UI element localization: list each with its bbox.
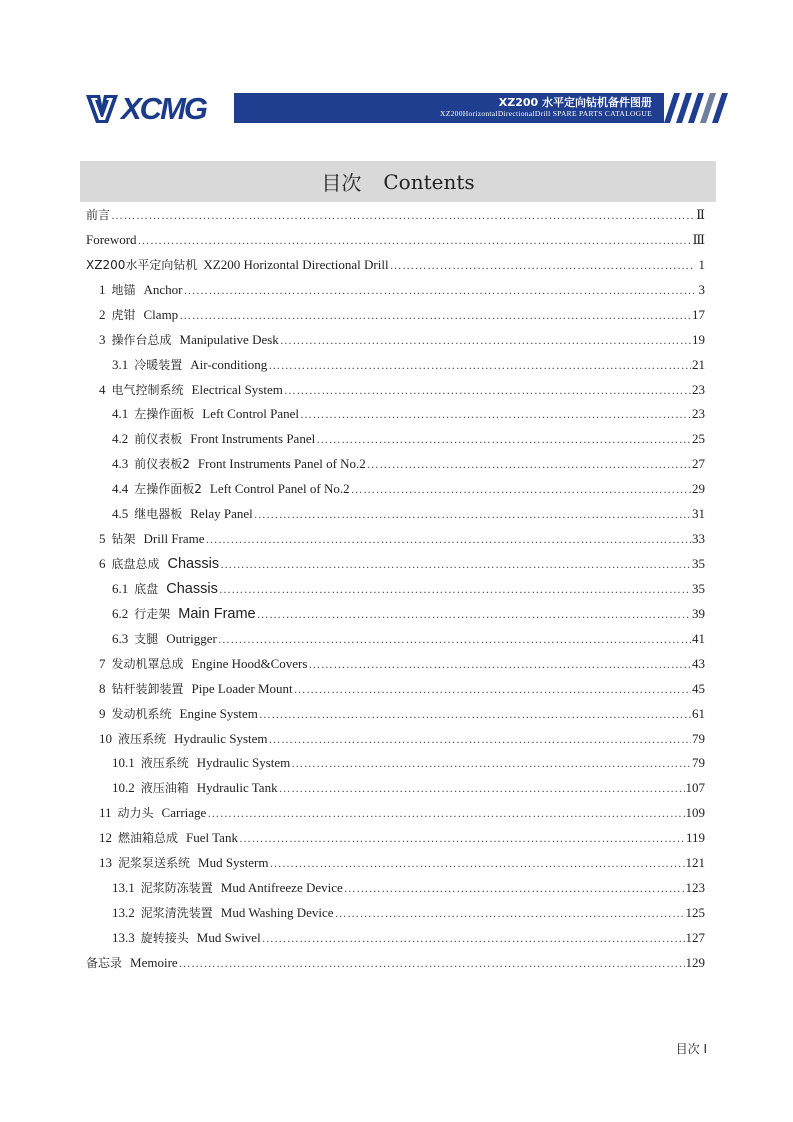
toc-leader-dots bbox=[219, 579, 691, 599]
toc-leader-dots bbox=[294, 679, 691, 699]
toc-leader-dots bbox=[280, 330, 691, 350]
toc-entry-number: 4 bbox=[99, 381, 106, 397]
toc-entry-title-en: Anchor bbox=[143, 281, 183, 297]
toc-page-number: 109 bbox=[685, 805, 705, 821]
toc-entry-title-cn: 动力头 bbox=[117, 806, 154, 821]
toc-entry[interactable] bbox=[0, 729, 793, 749]
toc-entry[interactable] bbox=[0, 479, 793, 499]
toc-leader-dots bbox=[206, 529, 691, 549]
toc-entry-title-en: XZ200 Horizontal Directional Drill bbox=[203, 256, 389, 272]
toc-entry-number: 9 bbox=[99, 705, 106, 721]
toc-leader-dots bbox=[207, 803, 684, 823]
toc-entry-title-en: Pipe Loader Mount bbox=[191, 680, 293, 696]
contents-title-en: Contents bbox=[383, 169, 475, 194]
banner-stripes-decoration bbox=[662, 93, 730, 123]
toc-entry-title-en: Electrical System bbox=[191, 381, 283, 397]
toc-entry[interactable] bbox=[0, 330, 793, 350]
toc-page-number: 121 bbox=[685, 855, 705, 871]
toc-entry[interactable] bbox=[0, 205, 793, 225]
toc-page-number: 25 bbox=[692, 431, 705, 447]
toc-page-number: 27 bbox=[692, 456, 705, 472]
toc-page-number: 23 bbox=[692, 381, 705, 397]
toc-entry-number: 3.1 bbox=[112, 356, 129, 372]
toc-entry-number: 10 bbox=[99, 730, 112, 746]
toc-entry-title-cn: 支腿 bbox=[134, 631, 159, 646]
toc-entry[interactable] bbox=[0, 878, 793, 898]
toc-entry[interactable] bbox=[0, 380, 793, 400]
xcmg-emblem-icon bbox=[86, 95, 118, 123]
toc-entry[interactable] bbox=[0, 255, 793, 275]
toc-entry-title-cn: 操作台总成 bbox=[111, 332, 172, 347]
toc-leader-dots bbox=[284, 380, 691, 400]
toc-page-number: 29 bbox=[692, 481, 705, 497]
toc-entry-title-en: Mud Swivel bbox=[196, 929, 261, 945]
toc-entry-title-en: Air-conditiong bbox=[190, 356, 268, 372]
toc-entry-number: 7 bbox=[99, 655, 106, 671]
toc-page-number: 79 bbox=[692, 730, 705, 746]
toc-entry-title-cn: 冷暖装置 bbox=[134, 357, 183, 372]
toc-leader-dots bbox=[239, 828, 685, 848]
toc-page-number: 123 bbox=[685, 880, 705, 896]
toc-entry-title-cn: 液压系统 bbox=[118, 731, 167, 746]
toc-entry[interactable] bbox=[0, 604, 793, 624]
toc-entry-title-cn: 燃油箱总成 bbox=[118, 831, 179, 846]
toc-entry[interactable] bbox=[0, 230, 793, 250]
toc-leader-dots bbox=[220, 554, 691, 574]
toc-entry-title-en: Outrigger bbox=[166, 630, 217, 646]
toc-page-number: 39 bbox=[692, 605, 705, 621]
toc-entry-number: 12 bbox=[99, 830, 112, 846]
toc-entry-number: 4.3 bbox=[112, 456, 129, 472]
toc-leader-dots bbox=[344, 878, 685, 898]
toc-page-number: 79 bbox=[692, 755, 705, 771]
toc-entry-number: 3 bbox=[99, 331, 106, 347]
toc-entry-title-en: Memoire bbox=[130, 954, 178, 970]
toc-entry-title-en: Chassis bbox=[166, 580, 218, 597]
toc-entry-title-en: Fuel Tank bbox=[186, 830, 238, 846]
toc-page-number: 127 bbox=[685, 929, 705, 945]
contents-title bbox=[80, 161, 716, 202]
toc-leader-dots bbox=[390, 255, 694, 275]
toc-entry-title-cn: 泥浆泵送系统 bbox=[118, 856, 191, 871]
toc-entry[interactable] bbox=[0, 654, 793, 674]
toc-leader-dots bbox=[179, 953, 685, 973]
toc-leader-dots bbox=[316, 429, 691, 449]
toc-entry-title-en: Left Control Panel bbox=[202, 406, 300, 422]
toc-entry-title-cn: 发动机罩总成 bbox=[111, 656, 184, 671]
toc-entry-title-en: Mud Antifreeze Device bbox=[220, 880, 343, 896]
toc-entry[interactable] bbox=[0, 928, 793, 948]
toc-entry-title-en: Hydraulic System bbox=[174, 730, 268, 746]
toc-page-number: 23 bbox=[692, 406, 705, 422]
toc-page-number: 61 bbox=[692, 705, 705, 721]
toc-entry-title-en: Mud Washing Device bbox=[220, 905, 334, 921]
toc-entry-title-cn: 旋转接头 bbox=[140, 930, 189, 945]
toc-entry-title-cn: 液压油箱 bbox=[140, 781, 189, 796]
toc-entry-title-cn: 行走架 bbox=[134, 606, 171, 621]
toc-entry[interactable] bbox=[0, 704, 793, 724]
xcmg-logo bbox=[86, 91, 206, 126]
catalogue-title-cn: XZ200 水平定向钻机备件图册 bbox=[498, 96, 652, 109]
toc-entry-number: 4.4 bbox=[112, 481, 129, 497]
toc-entry[interactable] bbox=[0, 529, 793, 549]
toc-entry-title-cn: 前仪表板2 bbox=[134, 457, 190, 472]
toc-entry-title-en: Manipulative Desk bbox=[179, 331, 279, 347]
toc-page-number: Ⅲ bbox=[692, 231, 705, 247]
toc-entry[interactable] bbox=[0, 554, 793, 574]
toc-page-number: 125 bbox=[685, 905, 705, 921]
toc-entry-number: 2 bbox=[99, 306, 106, 322]
toc-page-number: 3 bbox=[698, 281, 705, 297]
toc-entry-number: 6.3 bbox=[112, 630, 129, 646]
toc-entry-title-en: Engine System bbox=[179, 705, 258, 721]
toc-entry-title-en: Drill Frame bbox=[143, 531, 205, 547]
toc-entry[interactable] bbox=[0, 778, 793, 798]
toc-leader-dots bbox=[262, 928, 685, 948]
toc-entry-title-en: Hydraulic System bbox=[196, 755, 291, 771]
toc-entry-title-en: Chassis bbox=[167, 556, 220, 573]
toc-leader-dots bbox=[300, 404, 691, 424]
toc-entry[interactable] bbox=[0, 953, 793, 973]
toc-entry-number: 5 bbox=[99, 531, 106, 547]
toc-entry-title-cn: 左操作面板2 bbox=[134, 482, 202, 497]
toc-leader-dots bbox=[351, 479, 691, 499]
toc-entry-title-en: Mud Systerm bbox=[198, 855, 269, 871]
toc-page-number: 33 bbox=[692, 531, 705, 547]
toc-leader-dots bbox=[308, 654, 691, 674]
toc-entry-title-cn: 左操作面板 bbox=[134, 407, 195, 422]
toc-entry-number: 6.2 bbox=[112, 605, 129, 621]
toc-leader-dots bbox=[269, 729, 691, 749]
toc-entry-title-en: Carriage bbox=[161, 805, 207, 821]
toc-page-number: 35 bbox=[692, 580, 705, 596]
toc-entry-title-en: Front Instruments Panel bbox=[190, 431, 316, 447]
toc-entry[interactable] bbox=[0, 280, 793, 300]
toc-leader-dots bbox=[254, 504, 691, 524]
toc-entry-title-en: Engine Hood&Covers bbox=[191, 655, 308, 671]
toc-entry-number: 11 bbox=[99, 805, 112, 821]
toc-page-number: 1 bbox=[698, 256, 705, 272]
toc-page-number: Ⅱ bbox=[696, 207, 705, 222]
toc-page-number: 19 bbox=[692, 331, 705, 347]
toc-entry-title-cn: 继电器板 bbox=[134, 507, 183, 522]
toc-leader-dots bbox=[218, 629, 691, 649]
toc-entry[interactable] bbox=[0, 803, 793, 823]
toc-page-number: 129 bbox=[685, 954, 705, 970]
toc-page-number: 31 bbox=[692, 506, 705, 522]
page-footer: 目次 I bbox=[675, 1042, 707, 1056]
toc-entry-number: 10.1 bbox=[112, 755, 135, 771]
toc-entry-title-cn: 钻架 bbox=[111, 532, 136, 547]
toc-entry-title-en: Relay Panel bbox=[190, 506, 253, 522]
toc-entry-number: 4.2 bbox=[112, 431, 129, 447]
toc-leader-dots bbox=[257, 604, 691, 624]
toc-leader-dots bbox=[111, 205, 694, 225]
toc-entry-title-cn: 泥浆清洗装置 bbox=[140, 906, 213, 921]
toc-entry[interactable] bbox=[0, 903, 793, 923]
toc-entry[interactable] bbox=[0, 679, 793, 699]
toc-page-number: 41 bbox=[692, 630, 705, 646]
toc-entry-title-cn: 地锚 bbox=[111, 282, 136, 297]
catalogue-title-en: XZ200HorizontalDirectionalDrill SPARE PARTS CATALOGUE bbox=[440, 109, 652, 118]
toc-leader-dots bbox=[184, 280, 694, 300]
toc-entry-number: 1 bbox=[99, 281, 106, 297]
toc-entry-title-cn: 前仪表板 bbox=[134, 432, 183, 447]
toc-entry-number: 6.1 bbox=[112, 580, 129, 596]
toc-leader-dots bbox=[279, 778, 685, 798]
toc-entry[interactable] bbox=[0, 504, 793, 524]
toc-page-number: 119 bbox=[685, 830, 705, 846]
contents-title-cn: 目次 bbox=[321, 171, 362, 195]
toc-page-number: 21 bbox=[692, 356, 705, 372]
toc-entry[interactable] bbox=[0, 404, 793, 424]
toc-leader-dots bbox=[259, 704, 691, 724]
toc-entry-title-cn: 发动机系统 bbox=[111, 706, 172, 721]
toc-entry[interactable] bbox=[0, 629, 793, 649]
toc-page-number: 45 bbox=[692, 680, 705, 696]
toc-entry-number: 4.5 bbox=[112, 506, 129, 522]
toc-entry-title-cn: 钻杆装卸装置 bbox=[111, 681, 184, 696]
toc-entry-title-en: Main Frame bbox=[178, 605, 256, 622]
toc-entry-number: 13 bbox=[99, 855, 112, 871]
toc-page-number: 17 bbox=[692, 306, 705, 322]
toc-entry[interactable] bbox=[0, 579, 793, 599]
toc-entry-number: 8 bbox=[99, 680, 106, 696]
toc-leader-dots bbox=[268, 355, 691, 375]
toc-entry[interactable] bbox=[0, 355, 793, 375]
toc-entry-title-cn: 前言 bbox=[86, 208, 111, 222]
toc-entry[interactable] bbox=[0, 305, 793, 325]
catalogue-banner bbox=[234, 93, 664, 123]
toc-entry[interactable] bbox=[0, 853, 793, 873]
toc-leader-dots bbox=[335, 903, 685, 923]
toc-entry[interactable] bbox=[0, 753, 793, 773]
toc-entry-number: 13.3 bbox=[112, 929, 135, 945]
toc-page-number: 107 bbox=[685, 780, 705, 796]
toc-entry-title-cn: 液压系统 bbox=[140, 756, 189, 771]
toc-leader-dots bbox=[269, 853, 684, 873]
toc-leader-dots bbox=[179, 305, 691, 325]
toc-entry-title-en: Left Control Panel of No.2 bbox=[209, 481, 350, 497]
toc-leader-dots bbox=[367, 454, 691, 474]
toc-entry-number: 4.1 bbox=[112, 406, 129, 422]
toc-entry-title-cn: 备忘录 bbox=[86, 955, 123, 970]
toc-entry[interactable] bbox=[0, 454, 793, 474]
toc-entry-title-en: Foreword bbox=[86, 231, 137, 247]
toc-entry-title-cn: 底盘 bbox=[134, 581, 159, 596]
toc-entry-number: 13.2 bbox=[112, 905, 135, 921]
toc-entry-title-en: Clamp bbox=[143, 306, 179, 322]
toc-page-number: 35 bbox=[692, 556, 705, 572]
toc-entry[interactable] bbox=[0, 828, 793, 848]
toc-entry-title-cn: 电气控制系统 bbox=[111, 382, 184, 397]
toc-entry-number: 10.2 bbox=[112, 780, 135, 796]
toc-entry-title-en: Hydraulic Tank bbox=[196, 780, 278, 796]
toc-entry-title-cn: 底盘总成 bbox=[111, 557, 160, 572]
toc-entry-title-en: Front Instruments Panel of No.2 bbox=[197, 456, 366, 472]
toc-entry-number: 6 bbox=[99, 556, 106, 572]
toc-entry[interactable] bbox=[0, 429, 793, 449]
toc-entry-number: 13.1 bbox=[112, 880, 135, 896]
toc-entry-title-cn: XZ200水平定向钻机 bbox=[86, 257, 198, 272]
toc-leader-dots bbox=[291, 753, 691, 773]
toc-leader-dots bbox=[138, 230, 692, 250]
toc-page-number: 43 bbox=[692, 655, 705, 671]
toc-entry-title-cn: 虎钳 bbox=[111, 307, 136, 322]
toc-entry-title-cn: 泥浆防冻装置 bbox=[140, 881, 213, 896]
brand-wordmark: XCMG bbox=[121, 91, 206, 126]
